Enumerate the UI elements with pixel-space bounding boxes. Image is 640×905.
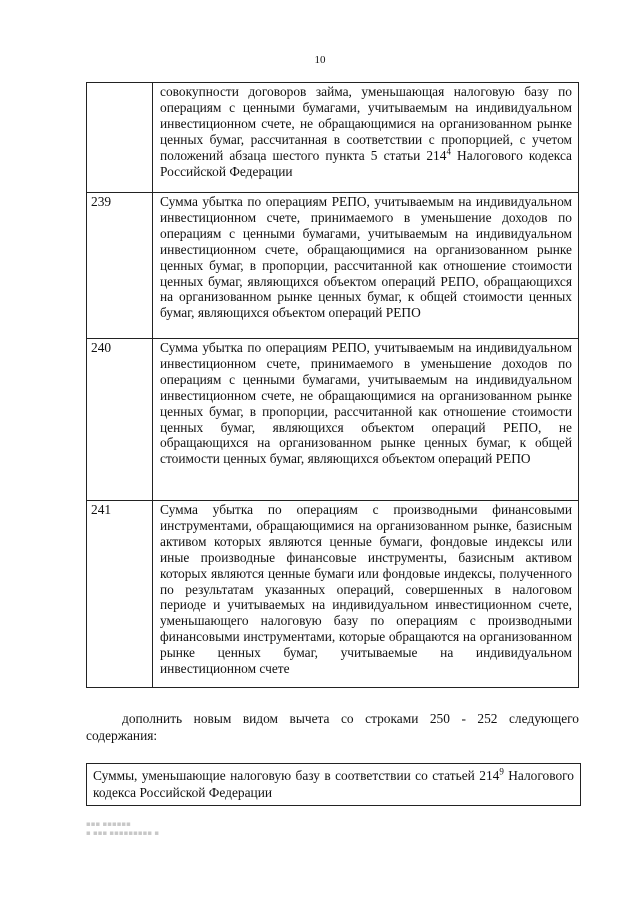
faint-stamp-mark: ▪▪▪ ▪▪▪▪▪▪ ▪ ▪▪▪ ▪▪▪▪▪▪▪▪▪ ▪	[86, 820, 160, 837]
supplement-paragraph: дополнить новым видом вычета со строками 250 - 252 следующего содержания:	[86, 711, 579, 743]
deduction-description-cell	[153, 339, 579, 501]
deduction-code-cell: 241	[87, 501, 153, 688]
new-deduction-text-after: Налогового кодекса Российской Федерации	[93, 768, 574, 800]
deduction-code-cell: 239	[87, 193, 153, 339]
deduction-description-text: Сумма убытка по операциям с производными финансовыми инструментами, обращающимися на организованном рынке, базисным активом которых являются ценные бумаги, фондовые индексы или иные производные финансовые инструменты, базисным активом которых являются ценные бумаги или фондовые индексы, полученного по результатам указанных операций, совершенных в налоговом периоде и учитываемых на индивидуальном инвестиционном счете, уменьшающего налоговую базу по операциям с производными финансовыми инструментами, которые обращаются на организованном рынке ценных бумаг, учитываемые на индивидуальном инвестиционном счете	[160, 502, 572, 677]
deduction-description-cell	[153, 83, 579, 193]
new-deduction-box	[86, 763, 581, 806]
deduction-description-text: Сумма убытка по операциям РЕПО, учитываемым на индивидуальном инвестиционном счете, принимаемого в уменьшение доходов по операциям с ценными бумагами, учитываемым на индивидуальном инвестиционном счете, не обращающимися на организованном рынке ценных бумаг, в пропорции, рассчитанной как отношение стоимости ценных бумаг, являющихся объектом операций РЕПО, не обращающихся на организованном рынке ценных бумаг, к общей стоимости ценных бумаг, являющихся объектом операций РЕПО	[160, 340, 572, 467]
new-deduction-text: Суммы, уменьшающие налоговую базу в соответствии со статьей 214	[93, 768, 500, 783]
page-number: 10	[314, 54, 326, 66]
deduction-description-cell	[153, 193, 579, 339]
table-row	[87, 339, 579, 501]
deduction-description-text-after: Налогового кодекса Российской Федерации	[160, 147, 572, 179]
table-row	[87, 193, 579, 339]
article-superscript: 4	[446, 146, 451, 157]
deduction-description-cell	[153, 501, 579, 688]
article-superscript: 9	[499, 766, 504, 777]
deductions-table	[86, 82, 579, 688]
table-row	[87, 501, 579, 688]
deduction-description-text: Сумма убытка по операциям РЕПО, учитываемым на индивидуальном инвестиционном счете, принимаемого в уменьшение доходов по операциям с ценными бумагами, учитываемым на индивидуальном инвестиционном счете, обращающимися на организованном рынке ценных бумаг, в пропорции, рассчитанной как отношение стоимости ценных бумаг, являющихся объектом операций РЕПО, обращающихся на организованном рынке ценных бумаг, к общей стоимости ценных бумаг, являющихся объектом операций РЕПО	[160, 194, 572, 321]
deduction-code-cell	[87, 83, 153, 193]
deduction-description-text: совокупности договоров займа, уменьшающая налоговую базу по операциям с ценными бумагами, учитываемым на индивидуальном инвестиционном счете, не обращающимися на организованном рынке ценных бумаг, рассчитанная в соответствии с пропорцией, с учетом положений абзаца шестого пункта 5 статьи 214	[160, 84, 572, 163]
deduction-code-cell: 240	[87, 339, 153, 501]
table-row	[87, 83, 579, 193]
